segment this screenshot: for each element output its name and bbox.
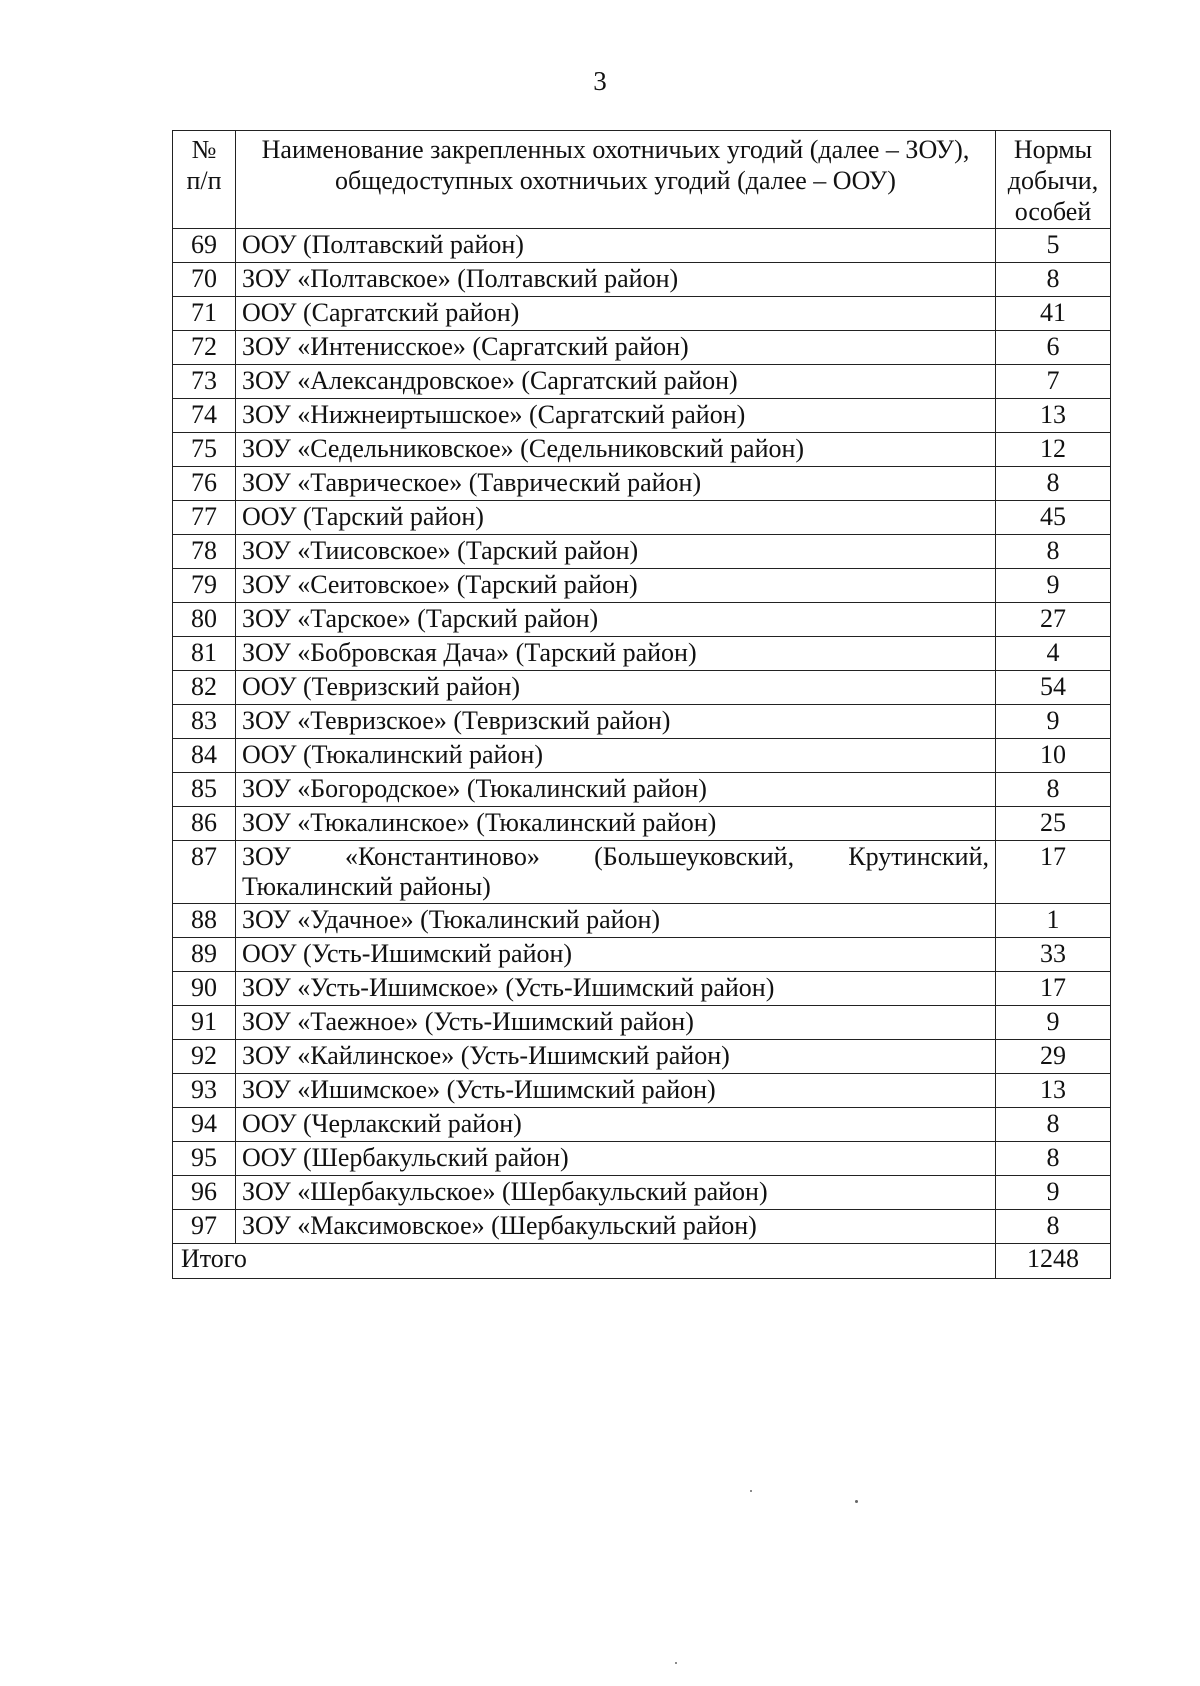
- harvest-norm: 8: [996, 772, 1111, 806]
- scan-speck: [750, 1490, 752, 1492]
- hunting-ground-name: ООУ (Шербакульский район): [236, 1141, 996, 1175]
- harvest-norm: 5: [996, 228, 1111, 262]
- table-row: [173, 500, 1111, 534]
- hunting-ground-name: ЗОУ «Таврическое» (Таврический район): [236, 466, 996, 500]
- header-norm: Нормы добычи, особей: [996, 131, 1111, 229]
- row-number: 74: [173, 398, 236, 432]
- harvest-norm: 9: [996, 1175, 1111, 1209]
- harvest-norm: 8: [996, 1209, 1111, 1243]
- table-row: [173, 262, 1111, 296]
- table-row: [173, 772, 1111, 806]
- harvest-norm: 1: [996, 903, 1111, 937]
- harvest-norm: 8: [996, 466, 1111, 500]
- table-footer: [173, 1243, 1111, 1278]
- hunting-ground-name: ЗОУ «Богородское» (Тюкалинский район): [236, 772, 996, 806]
- row-number: 94: [173, 1107, 236, 1141]
- harvest-norm: 29: [996, 1039, 1111, 1073]
- harvest-norm: 8: [996, 262, 1111, 296]
- table-row: [173, 903, 1111, 937]
- table-row: [173, 840, 1111, 903]
- harvest-norm: 27: [996, 602, 1111, 636]
- row-number: 71: [173, 296, 236, 330]
- header-name: Наименование закрепленных охотничьих угодий (далее – ЗОУ), общедоступных охотничьих угодий (далее – ООУ): [236, 131, 996, 229]
- row-number: 87: [173, 840, 236, 903]
- row-number: 82: [173, 670, 236, 704]
- row-number: 91: [173, 1005, 236, 1039]
- table-row: [173, 602, 1111, 636]
- table-row: [173, 1175, 1111, 1209]
- row-number: 89: [173, 937, 236, 971]
- row-number: 79: [173, 568, 236, 602]
- header-num: № п/п: [173, 131, 236, 229]
- total-value: 1248: [996, 1243, 1111, 1278]
- row-number: 70: [173, 262, 236, 296]
- hunting-ground-name: ЗОУ «Удачное» (Тюкалинский район): [236, 903, 996, 937]
- hunting-ground-name: ЗОУ «Седельниковское» (Седельниковский район): [236, 432, 996, 466]
- row-number: 88: [173, 903, 236, 937]
- harvest-norm: 13: [996, 1073, 1111, 1107]
- harvest-norm: 33: [996, 937, 1111, 971]
- hunting-grounds-table: [172, 130, 1111, 1279]
- hunting-ground-name: ООУ (Полтавский район): [236, 228, 996, 262]
- harvest-norm: 9: [996, 1005, 1111, 1039]
- harvest-norm: 8: [996, 1141, 1111, 1175]
- row-number: 80: [173, 602, 236, 636]
- table-header: [173, 131, 1111, 229]
- hunting-ground-name: ЗОУ «Ишимское» (Усть-Ишимский район): [236, 1073, 996, 1107]
- table-row: [173, 1005, 1111, 1039]
- row-number: 72: [173, 330, 236, 364]
- hunting-ground-name: ООУ (Черлакский район): [236, 1107, 996, 1141]
- harvest-norm: 45: [996, 500, 1111, 534]
- hunting-ground-name: ООУ (Тюкалинский район): [236, 738, 996, 772]
- total-row: [173, 1243, 1111, 1278]
- table-row: [173, 1209, 1111, 1243]
- table-header-row: [173, 131, 1111, 229]
- hunting-ground-name: ЗОУ «Сеитовское» (Тарский район): [236, 568, 996, 602]
- table-row: [173, 937, 1111, 971]
- hunting-ground-name: ЗОУ «Нижнеиртышское» (Саргатский район): [236, 398, 996, 432]
- harvest-norm: 17: [996, 840, 1111, 903]
- hunting-ground-name: ЗОУ «Таежное» (Усть-Ишимский район): [236, 1005, 996, 1039]
- table-row: [173, 330, 1111, 364]
- table-row: [173, 568, 1111, 602]
- page-number: 3: [593, 66, 607, 96]
- table-row: [173, 228, 1111, 262]
- harvest-norm: 8: [996, 1107, 1111, 1141]
- table-row: [173, 704, 1111, 738]
- table-body: [173, 228, 1111, 1243]
- hunting-ground-name: ООУ (Усть-Ишимский район): [236, 937, 996, 971]
- table-row: [173, 670, 1111, 704]
- table-row: [173, 432, 1111, 466]
- harvest-norm: 54: [996, 670, 1111, 704]
- scan-speck: [855, 1500, 858, 1503]
- table-row: [173, 398, 1111, 432]
- hunting-ground-name: ООУ (Саргатский район): [236, 296, 996, 330]
- table-row: [173, 738, 1111, 772]
- harvest-norm: 10: [996, 738, 1111, 772]
- row-number: 95: [173, 1141, 236, 1175]
- harvest-norm: 9: [996, 704, 1111, 738]
- hunting-ground-name: ЗОУ «Тюкалинское» (Тюкалинский район): [236, 806, 996, 840]
- scan-speck: [675, 1662, 677, 1664]
- hunting-ground-name: ЗОУ «Бобровская Дача» (Тарский район): [236, 636, 996, 670]
- hunting-ground-name: ЗОУ «Максимовское» (Шербакульский район): [236, 1209, 996, 1243]
- table-row: [173, 364, 1111, 398]
- hunting-ground-name: ЗОУ «Интенисское» (Саргатский район): [236, 330, 996, 364]
- row-number: 73: [173, 364, 236, 398]
- row-number: 76: [173, 466, 236, 500]
- row-number: 85: [173, 772, 236, 806]
- table-row: [173, 1073, 1111, 1107]
- harvest-norm: 7: [996, 364, 1111, 398]
- table-row: [173, 1141, 1111, 1175]
- row-number: 86: [173, 806, 236, 840]
- harvest-norm: 6: [996, 330, 1111, 364]
- hunting-ground-name: ЗОУ «Тиисовское» (Тарский район): [236, 534, 996, 568]
- row-number: 92: [173, 1039, 236, 1073]
- hunting-ground-name: ЗОУ «Константиново» (Большеуковский, Крутинский, Тюкалинский районы): [236, 840, 996, 903]
- row-number: 93: [173, 1073, 236, 1107]
- hunting-ground-name: ЗОУ «Полтавское» (Полтавский район): [236, 262, 996, 296]
- hunting-ground-name: ЗОУ «Тевризское» (Тевризский район): [236, 704, 996, 738]
- harvest-norm: 41: [996, 296, 1111, 330]
- harvest-norm: 25: [996, 806, 1111, 840]
- row-number: 97: [173, 1209, 236, 1243]
- row-number: 81: [173, 636, 236, 670]
- row-number: 96: [173, 1175, 236, 1209]
- harvest-norm: 8: [996, 534, 1111, 568]
- row-number: 77: [173, 500, 236, 534]
- total-label: Итого: [173, 1243, 996, 1278]
- harvest-norm: 12: [996, 432, 1111, 466]
- harvest-norm: 13: [996, 398, 1111, 432]
- hunting-ground-name: ЗОУ «Усть-Ишимское» (Усть-Ишимский район): [236, 971, 996, 1005]
- table-row: [173, 971, 1111, 1005]
- hunting-ground-name: ЗОУ «Кайлинское» (Усть-Ишимский район): [236, 1039, 996, 1073]
- row-number: 75: [173, 432, 236, 466]
- harvest-norm: 9: [996, 568, 1111, 602]
- hunting-ground-name: ЗОУ «Шербакульское» (Шербакульский район): [236, 1175, 996, 1209]
- row-number: 83: [173, 704, 236, 738]
- row-number: 78: [173, 534, 236, 568]
- table-row: [173, 1039, 1111, 1073]
- harvest-norm: 4: [996, 636, 1111, 670]
- table-row: [173, 534, 1111, 568]
- hunting-ground-name: ЗОУ «Тарское» (Тарский район): [236, 602, 996, 636]
- table-row: [173, 296, 1111, 330]
- table-row: [173, 1107, 1111, 1141]
- hunting-ground-name: ООУ (Тевризский район): [236, 670, 996, 704]
- hunting-ground-name: ООУ (Тарский район): [236, 500, 996, 534]
- table-row: [173, 636, 1111, 670]
- row-number: 69: [173, 228, 236, 262]
- table-row: [173, 466, 1111, 500]
- table-row: [173, 806, 1111, 840]
- row-number: 84: [173, 738, 236, 772]
- row-number: 90: [173, 971, 236, 1005]
- hunting-ground-name: ЗОУ «Александровское» (Саргатский район): [236, 364, 996, 398]
- harvest-norm: 17: [996, 971, 1111, 1005]
